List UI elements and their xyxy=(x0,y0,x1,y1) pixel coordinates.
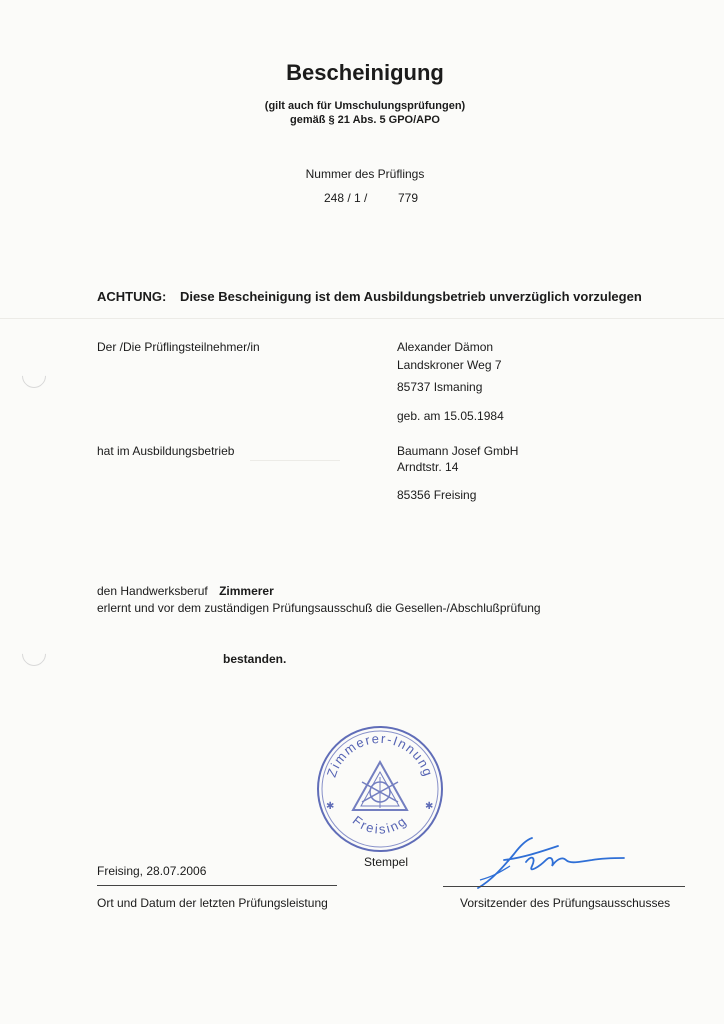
signature-mark xyxy=(474,832,630,894)
punch-hole-mark xyxy=(17,637,51,671)
svg-text:Freising xyxy=(350,813,410,837)
stamp-star-icon: ✱ xyxy=(425,801,434,812)
stamp-label: Stempel xyxy=(364,855,409,869)
teilnehmer-birthdate: geb. am 15.05.1984 xyxy=(397,409,504,423)
beruf-label: den Handwerksberuf xyxy=(97,584,208,598)
achtung-label: ACHTUNG: xyxy=(97,289,167,304)
carpenter-emblem-icon xyxy=(353,762,407,810)
teilnehmer-label: Der /Die Prüflingsteilnehmer/in xyxy=(97,340,260,354)
subtitle-line-1: (gilt auch für Umschulungsprüfungen) xyxy=(264,100,466,112)
beruf-text: erlernt und vor dem zuständigen Prüfungsausschuß die Gesellen-/Abschlußprüfung xyxy=(97,601,541,615)
stamp-star-icon: ✱ xyxy=(326,801,335,812)
right-signature-line xyxy=(443,886,685,887)
pruefling-label: Nummer des Prüflings xyxy=(305,167,425,181)
stamp-text-bottom: Freising xyxy=(349,812,411,837)
betrieb-label: hat im Ausbildungsbetrieb xyxy=(97,444,235,458)
scan-line xyxy=(0,318,724,319)
achtung-notice xyxy=(97,289,642,304)
chairman-caption: Vorsitzender des Prüfungsausschusses xyxy=(460,896,671,910)
beruf-line xyxy=(97,584,274,598)
teilnehmer-name: Alexander Dämon xyxy=(397,340,494,354)
pruefling-number-part1: 248 / 1 / xyxy=(324,191,368,205)
place-date-caption: Ort und Datum der letzten Prüfungsleistung xyxy=(97,896,328,910)
pruefling-number-part2: 779 xyxy=(398,191,419,205)
left-signature-line xyxy=(97,885,337,886)
beruf-value: Zimmerer xyxy=(219,584,274,598)
scan-line xyxy=(250,460,340,461)
teilnehmer-street: Landskroner Weg 7 xyxy=(397,358,502,372)
subtitle-line-2: gemäß § 21 Abs. 5 GPO/APO xyxy=(290,114,440,126)
punch-hole-mark xyxy=(17,359,51,393)
result-text: bestanden. xyxy=(223,652,287,666)
betrieb-name: Baumann Josef GmbH xyxy=(397,444,519,458)
achtung-text: Diese Bescheinigung ist dem Ausbildungsbetrieb unverzüglich vorzulegen xyxy=(179,289,642,304)
betrieb-street: Arndtstr. 14 xyxy=(397,460,459,474)
teilnehmer-city: 85737 Ismaning xyxy=(397,380,483,394)
document-title: Bescheinigung xyxy=(286,60,444,85)
place-date: Freising, 28.07.2006 xyxy=(97,864,207,878)
stamp-text-top: Zimmerer-Innung xyxy=(323,730,437,780)
innung-stamp xyxy=(312,722,448,856)
betrieb-city: 85356 Freising xyxy=(397,488,477,502)
